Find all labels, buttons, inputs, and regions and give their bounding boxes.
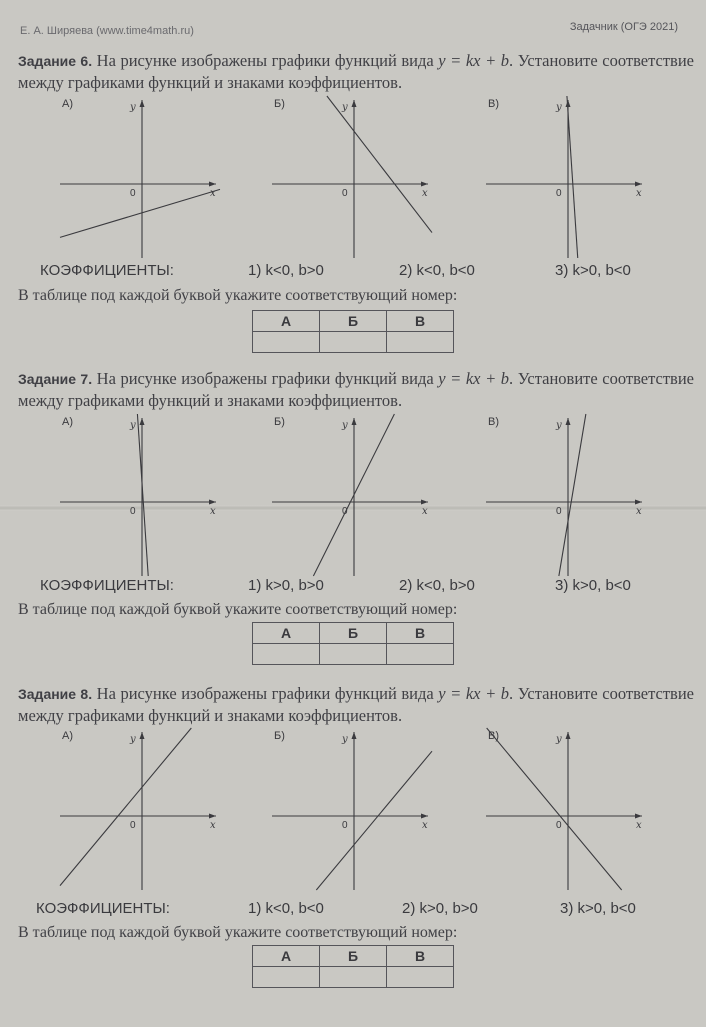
table-header-b: Б <box>320 623 387 644</box>
x-axis-label: x <box>422 506 428 517</box>
coordinate-plane <box>272 728 432 890</box>
graph-b <box>272 414 432 576</box>
y-axis-arrow <box>566 418 571 425</box>
function-line <box>327 96 432 233</box>
coef-option-3: 3) k>0, b<0 <box>555 577 631 594</box>
x-axis-arrow <box>635 182 642 187</box>
origin-label: 0 <box>556 820 562 831</box>
answer-cell-c[interactable] <box>387 644 454 665</box>
instruction: В таблице под каждой буквой укажите соответствующий номер: <box>18 924 458 941</box>
header-book-title: Задачник (ОГЭ 2021) <box>569 21 678 33</box>
answer-cell-a[interactable] <box>253 644 320 665</box>
table-header-a: А <box>253 623 320 644</box>
graph-a <box>60 414 220 576</box>
function-line <box>487 728 622 890</box>
table-header-b: Б <box>320 311 387 332</box>
origin-label: 0 <box>130 506 136 517</box>
coef-option-3: 3) k>0, b<0 <box>560 900 636 917</box>
answer-cell-b[interactable] <box>320 644 387 665</box>
coef-label: КОЭФФИЦИЕНТЫ: <box>36 900 170 917</box>
coef-option-2: 2) k<0, b<0 <box>399 262 475 279</box>
coordinate-plane <box>60 414 220 576</box>
x-axis-label: x <box>636 188 642 199</box>
origin-label: 0 <box>130 188 136 199</box>
graph-letter: А) <box>62 98 73 110</box>
x-axis-arrow <box>421 500 428 505</box>
table-header-c: В <box>387 311 454 332</box>
instruction: В таблице под каждой буквой укажите соответствующий номер: <box>18 601 458 618</box>
x-axis-arrow <box>209 182 216 187</box>
x-axis-label: x <box>422 188 428 199</box>
header-author: Е. А. Ширяева (www.time4math.ru) <box>20 25 194 37</box>
intro-text-a: На рисунке изображены графики функций вида <box>96 51 434 70</box>
table-header-a: А <box>253 311 320 332</box>
formula: y = kx + b <box>438 369 510 388</box>
y-axis-label: y <box>130 102 136 113</box>
answer-table <box>252 622 454 665</box>
coef-label: КОЭФФИЦИЕНТЫ: <box>40 577 174 594</box>
graph-c <box>486 96 646 258</box>
function-line <box>316 751 432 890</box>
graph-a <box>60 96 220 258</box>
coordinate-plane <box>60 728 220 890</box>
answer-cell-a[interactable] <box>253 332 320 353</box>
x-axis-arrow <box>635 500 642 505</box>
coef-option-1: 1) k<0, b<0 <box>248 900 324 917</box>
intro-text-b: . Установите соответствие между графиками функций и знаками коэффициентов. <box>18 369 694 410</box>
answer-cell-b[interactable] <box>320 967 387 988</box>
coordinate-plane <box>272 96 432 258</box>
function-line <box>60 728 191 886</box>
x-axis-arrow <box>421 182 428 187</box>
coordinate-plane <box>486 728 646 890</box>
graph-b <box>272 728 432 890</box>
graph-letter: В) <box>488 98 499 110</box>
function-line <box>567 96 578 258</box>
function-line <box>137 414 148 576</box>
answer-table <box>252 945 454 988</box>
task-intro <box>18 50 694 93</box>
intro-text-a: На рисунке изображены графики функций вида <box>96 684 434 703</box>
graph-letter: В) <box>488 416 499 428</box>
coordinate-plane <box>272 414 432 576</box>
x-axis-label: x <box>210 506 216 517</box>
x-axis-label: x <box>636 820 642 831</box>
coef-label: КОЭФФИЦИЕНТЫ: <box>40 262 174 279</box>
x-axis-arrow <box>635 814 642 819</box>
y-axis-label: y <box>556 102 562 113</box>
graph-letter: А) <box>62 730 73 742</box>
x-axis-arrow <box>209 814 216 819</box>
y-axis-arrow <box>140 100 145 107</box>
graph-letter: В) <box>488 730 499 742</box>
y-axis-arrow <box>140 418 145 425</box>
graph-b <box>272 96 432 258</box>
coordinate-plane <box>60 96 220 258</box>
x-axis-label: x <box>636 506 642 517</box>
x-axis-arrow <box>421 814 428 819</box>
graph-a <box>60 728 220 890</box>
answer-cell-c[interactable] <box>387 967 454 988</box>
origin-label: 0 <box>556 506 562 517</box>
coef-option-1: 1) k>0, b>0 <box>248 577 324 594</box>
table-header-c: В <box>387 623 454 644</box>
task-intro <box>18 683 694 726</box>
y-axis-label: y <box>342 420 348 431</box>
task-title: Задание 8. <box>18 686 93 702</box>
graph-c <box>486 728 646 890</box>
table-header-c: В <box>387 946 454 967</box>
y-axis-arrow <box>140 732 145 739</box>
y-axis-label: y <box>556 420 562 431</box>
y-axis-label: y <box>342 102 348 113</box>
origin-label: 0 <box>130 820 136 831</box>
intro-text-a: На рисунке изображены графики функций вида <box>96 369 434 388</box>
formula: y = kx + b <box>438 51 510 70</box>
formula: y = kx + b <box>438 684 510 703</box>
task-title: Задание 6. <box>18 53 93 69</box>
graph-letter: Б) <box>274 416 285 428</box>
origin-label: 0 <box>342 820 348 831</box>
intro-text-b: . Установите соответствие между графиками функций и знаками коэффициентов. <box>18 684 694 725</box>
origin-label: 0 <box>342 188 348 199</box>
x-axis-label: x <box>422 820 428 831</box>
y-axis-arrow <box>352 100 357 107</box>
table-header-a: А <box>253 946 320 967</box>
y-axis-label: y <box>342 734 348 745</box>
origin-label: 0 <box>342 506 348 517</box>
coef-option-2: 2) k>0, b>0 <box>402 900 478 917</box>
graph-letter: Б) <box>274 98 285 110</box>
y-axis-arrow <box>352 418 357 425</box>
y-axis-label: y <box>130 734 136 745</box>
function-line <box>559 414 586 576</box>
y-axis-arrow <box>352 732 357 739</box>
answer-table <box>252 310 454 353</box>
coef-option-2: 2) k<0, b>0 <box>399 577 475 594</box>
table-header-b: Б <box>320 946 387 967</box>
y-axis-label: y <box>130 420 136 431</box>
y-axis-arrow <box>566 732 571 739</box>
x-axis-label: x <box>210 820 216 831</box>
coordinate-plane <box>486 96 646 258</box>
intro-text-b: . Установите соответствие между графиками функций и знаками коэффициентов. <box>18 51 694 92</box>
x-axis-label: x <box>210 188 216 199</box>
answer-cell-c[interactable] <box>387 332 454 353</box>
graph-letter: А) <box>62 416 73 428</box>
task-intro <box>18 368 694 411</box>
answer-cell-b[interactable] <box>320 332 387 353</box>
instruction: В таблице под каждой буквой укажите соответствующий номер: <box>18 287 458 304</box>
x-axis-arrow <box>209 500 216 505</box>
coef-option-1: 1) k<0, b>0 <box>248 262 324 279</box>
coordinate-plane <box>486 414 646 576</box>
coef-option-3: 3) k>0, b<0 <box>555 262 631 279</box>
y-axis-label: y <box>556 734 562 745</box>
origin-label: 0 <box>556 188 562 199</box>
task-title: Задание 7. <box>18 371 93 387</box>
answer-cell-a[interactable] <box>253 967 320 988</box>
graph-letter: Б) <box>274 730 285 742</box>
function-line <box>60 189 220 237</box>
graph-c <box>486 414 646 576</box>
